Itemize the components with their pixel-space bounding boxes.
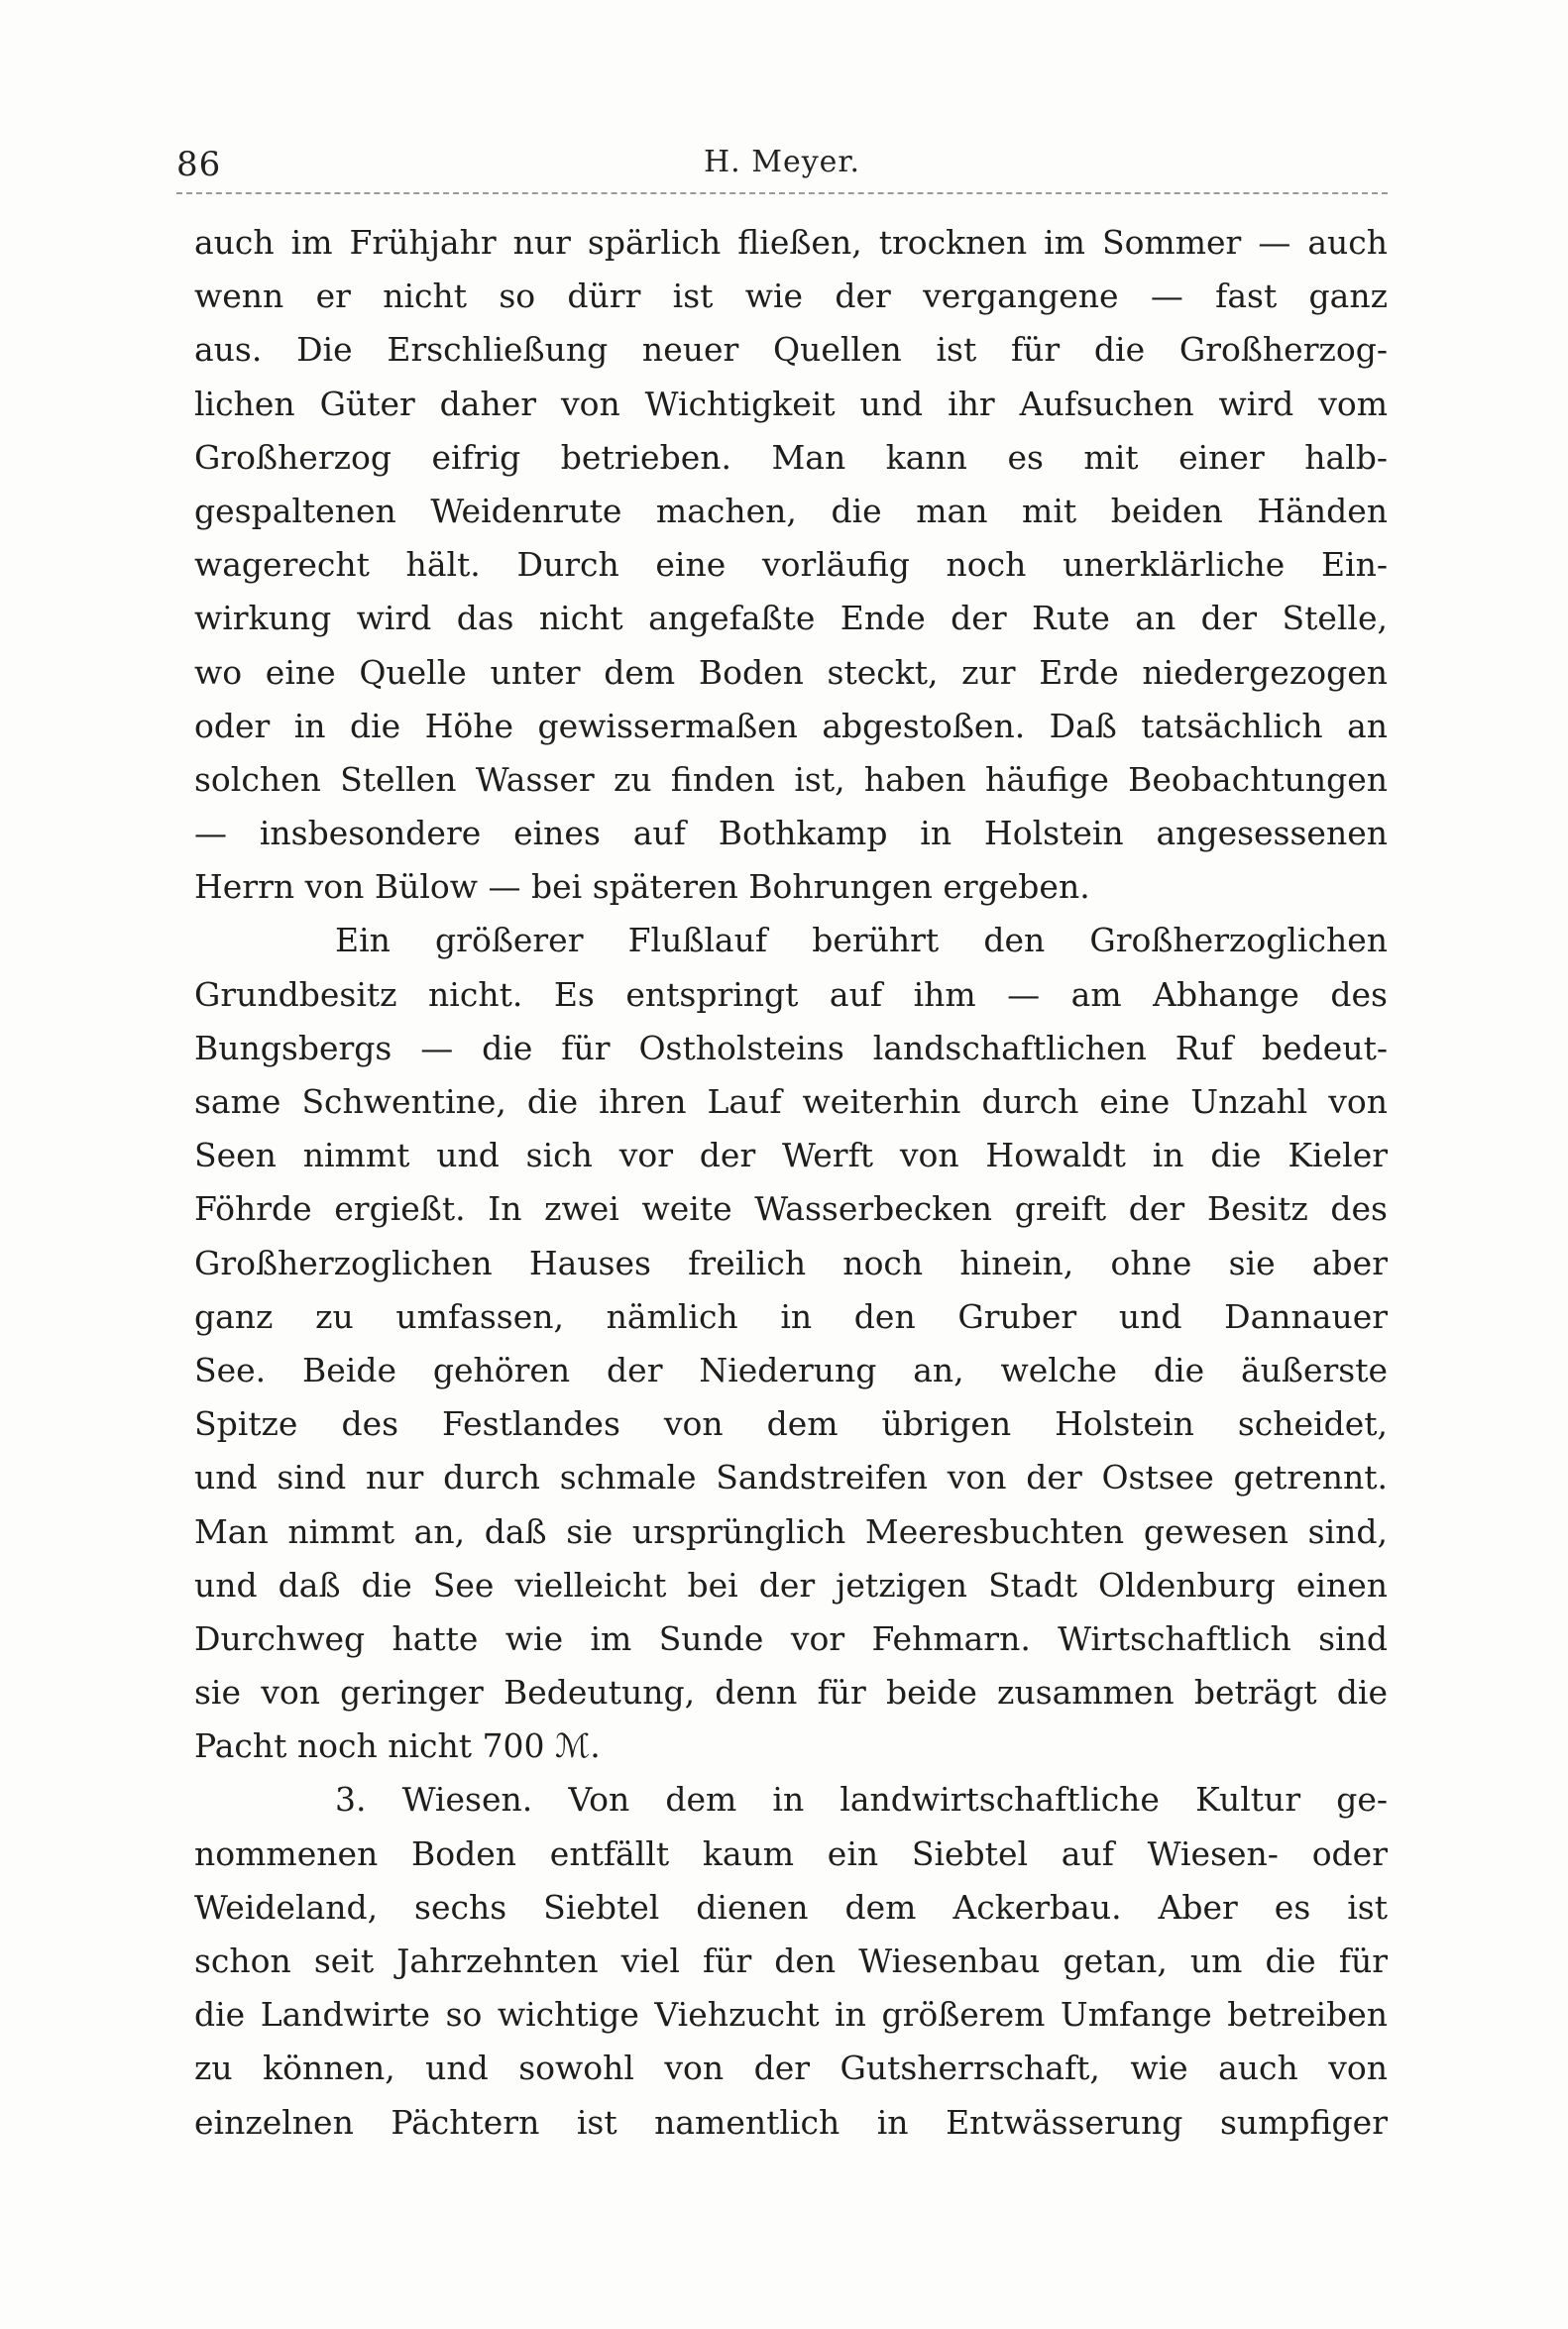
text-line: Man nimmt an, daß sie ursprünglich Meeresbuchten gewesen sind, xyxy=(194,1511,1388,1551)
text-line: aus. Die Erschließung neuer Quellen ist für die Großherzog- xyxy=(194,330,1388,370)
body-text xyxy=(194,216,1388,2150)
text-line: ganz zu umfassen, nämlich in den Gruber und Dannauer xyxy=(194,1296,1388,1336)
text-line: und sind nur durch schmale Sandstreifen von der Ostsee getrennt. xyxy=(194,1458,1388,1497)
text-line: Föhrde ergießt. In zwei weite Wasserbecken greift der Besitz des xyxy=(194,1189,1388,1229)
text-line: lichen Güter daher von Wichtigkeit und ihr Aufsuchen wird vom xyxy=(194,384,1388,423)
text-line: Spitze des Festlandes von dem übrigen Holstein scheidet, xyxy=(194,1404,1388,1444)
text-line: same Schwentine, die ihren Lauf weiterhin durch eine Unzahl von xyxy=(194,1082,1388,1121)
text-line: Seen nimmt und sich vor der Werft von Howaldt in die Kieler xyxy=(194,1136,1388,1175)
text-line: und daß die See vielleicht bei der jetzigen Stadt Oldenburg einen xyxy=(194,1565,1388,1605)
text-line: Pacht noch nicht 700 ℳ. xyxy=(194,1726,601,1766)
text-line: Weideland, sechs Siebtel dienen dem Ackerbau. Aber es ist xyxy=(194,1887,1388,1927)
text-line: solchen Stellen Wasser zu finden ist, haben häufige Beobachtungen xyxy=(194,759,1388,799)
text-line: See. Beide gehören der Niederung an, welche die äußerste xyxy=(194,1350,1388,1389)
page-number: 86 xyxy=(176,145,222,184)
text-line: wagerecht hält. Durch eine vorläufig noch unerklärliche Ein- xyxy=(194,545,1388,585)
text-line: wo eine Quelle unter dem Boden steckt, zur Erde niedergezogen xyxy=(194,652,1388,692)
text-line: Durchweg hatte wie im Sunde vor Fehmarn. Wirtschaftlich sind xyxy=(194,1618,1388,1658)
text-line: gespaltenen Weidenrute machen, die man mit beiden Händen xyxy=(194,491,1388,530)
text-line: Herrn von Bülow — bei späteren Bohrungen ergeben. xyxy=(194,867,1090,907)
text-line: oder in die Höhe gewissermaßen abgestoßen. Daß tatsächlich an xyxy=(194,706,1388,745)
text-line: Großherzog eifrig betrieben. Man kann es mit einer halb- xyxy=(194,437,1388,477)
text-line: nommenen Boden entfällt kaum ein Siebtel auf Wiesen- oder xyxy=(194,1833,1388,1873)
text-line: wenn er nicht so dürr ist wie der vergangene — fast ganz xyxy=(194,277,1388,316)
text-line: einzelnen Pächtern ist namentlich in Entwässerung sumpfiger xyxy=(194,2102,1388,2142)
section-heading-line: 3. Wiesen. Von dem in landwirtschaftliche Kultur ge- xyxy=(335,1780,1388,1820)
text-line: Großherzoglichen Hauses freilich noch hinein, ohne sie aber xyxy=(194,1243,1388,1282)
text-line: Grundbesitz nicht. Es entspringt auf ihm — am Abhange des xyxy=(194,974,1388,1014)
text-line: zu können, und sowohl von der Gutsherrschaft, wie auch von xyxy=(194,2049,1388,2088)
running-header xyxy=(176,137,1388,196)
text-line: auch im Frühjahr nur spärlich fließen, trocknen im Sommer — auch xyxy=(194,223,1388,262)
paragraph-start-line: Ein größerer Flußlauf berührt den Großherzoglichen xyxy=(335,921,1388,960)
text-line: wirkung wird das nicht angefaßte Ende der Rute an der Stelle, xyxy=(194,599,1388,638)
text-line: schon seit Jahrzehnten viel für den Wiesenbau getan, um die für xyxy=(194,1941,1388,1980)
header-rule xyxy=(176,192,1388,194)
text-line: — insbesondere eines auf Bothkamp in Holstein angesessenen xyxy=(194,814,1388,853)
text-line: die Landwirte so wichtige Viehzucht in größerem Umfange betreiben xyxy=(194,1995,1388,2035)
header-author: H. Meyer. xyxy=(704,145,860,179)
text-line: sie von geringer Bedeutung, denn für beide zusammen beträgt die xyxy=(194,1673,1388,1713)
text-line: Bungsbergs — die für Ostholsteins landschaftlichen Ruf bedeut- xyxy=(194,1028,1388,1067)
